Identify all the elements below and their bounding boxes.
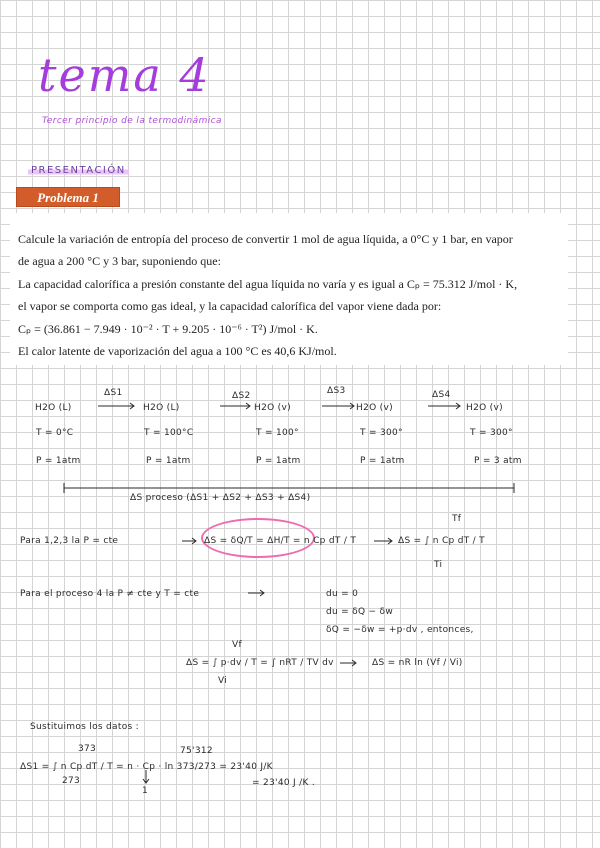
para4-intro: Para el proceso 4 la P ≠ cte y T = cte bbox=[20, 589, 200, 599]
state-1-species: H2O (L) bbox=[35, 403, 72, 413]
step-label-3: ΔS3 bbox=[327, 386, 346, 396]
problem-line-3: La capacidad calorífica a presión constante del agua líquida no varía y es igual a Cₚ = 75.312 J/mol · K, bbox=[18, 277, 518, 291]
state-4-temp: T = 300° bbox=[360, 428, 403, 438]
state-4-species: H2O (v) bbox=[356, 403, 393, 413]
state-4-pressure: P = 1atm bbox=[360, 456, 405, 466]
section-heading: PRESENTACIÓN bbox=[28, 165, 129, 176]
subst-equation: ΔS1 = ∫ n Cp dT / T = n · Cp · ln 373/273 = 23'40 J/K bbox=[20, 762, 273, 772]
subst-cp-value: 75'312 bbox=[180, 746, 213, 756]
para123-equation: ΔS = δQ/T = ΔH/T = n Cp dT / T bbox=[204, 536, 357, 546]
state-5-species: H2O (v) bbox=[466, 403, 503, 413]
page-title: tema 4 bbox=[38, 48, 211, 102]
subst-intro: Sustituimos los datos : bbox=[30, 722, 139, 732]
para4-result: ΔS = nR ln (Vf / Vi) bbox=[372, 658, 463, 668]
state-3-species: H2O (v) bbox=[254, 403, 291, 413]
page-subtitle: Tercer principio de la termodinámica bbox=[42, 116, 222, 126]
step-label-1: ΔS1 bbox=[104, 388, 123, 398]
problem-1-tab[interactable]: Problema 1 bbox=[16, 187, 120, 207]
problem-line-6: El calor latente de vaporización del agua a 100 °C es 40,6 KJ/mol. bbox=[18, 344, 337, 358]
state-1-temp: T = 0°C bbox=[36, 428, 74, 438]
state-3-temp: T = 100° bbox=[256, 428, 299, 438]
subst-lower-limit: 273 bbox=[62, 776, 81, 786]
para123-result: ΔS = ∫ n Cp dT / T bbox=[398, 536, 485, 546]
para4-equation: ΔS = ∫ p·dv / T = ∫ nRT / TV dv bbox=[186, 658, 334, 668]
subst-upper-limit: 373 bbox=[78, 744, 97, 754]
para123-lower-limit: Ti bbox=[434, 560, 443, 570]
state-2-species: H2O (L) bbox=[143, 403, 180, 413]
para4-upper-limit: Vf bbox=[232, 640, 242, 650]
step-label-2: ΔS2 bbox=[232, 391, 251, 401]
para4-lower-limit: Vi bbox=[218, 676, 228, 686]
state-2-temp: T = 100°C bbox=[144, 428, 194, 438]
para123-intro: Para 1,2,3 la P = cte bbox=[20, 536, 119, 546]
subst-result: = 23'40 J /K . bbox=[252, 778, 316, 788]
step-label-4: ΔS4 bbox=[432, 390, 451, 400]
state-5-temp: T = 300° bbox=[470, 428, 513, 438]
para4-line-2: du = δQ − δw bbox=[326, 607, 393, 617]
para4-line-3: δQ = −δw = +p·dv , entonces, bbox=[326, 625, 474, 635]
total-entropy-label: ΔS proceso (ΔS1 + ΔS2 + ΔS3 + ΔS4) bbox=[130, 493, 311, 503]
problem-line-2: de agua a 200 °C y 3 bar, suponiendo que: bbox=[18, 254, 221, 268]
state-5-pressure: P = 3 atm bbox=[474, 456, 522, 466]
problem-line-5: Cₚ = (36.861 − 7.949 · 10⁻² · T + 9.205 · 10⁻⁶ · T²) J/mol · K. bbox=[18, 322, 318, 336]
state-1-pressure: P = 1atm bbox=[36, 456, 81, 466]
state-2-pressure: P = 1atm bbox=[146, 456, 191, 466]
para123-upper-limit: Tf bbox=[452, 514, 462, 524]
problem-line-4: el vapor se comporta como gas ideal, y la capacidad calorífica del vapor viene dada por: bbox=[18, 299, 442, 313]
para4-line-1: du = 0 bbox=[326, 589, 359, 599]
state-3-pressure: P = 1atm bbox=[256, 456, 301, 466]
subst-marker: 1 bbox=[142, 786, 149, 796]
problem-line-1: Calcule la variación de entropía del proceso de convertir 1 mol de agua líquida, a 0°C y 1 bar, en vapor bbox=[18, 232, 513, 246]
